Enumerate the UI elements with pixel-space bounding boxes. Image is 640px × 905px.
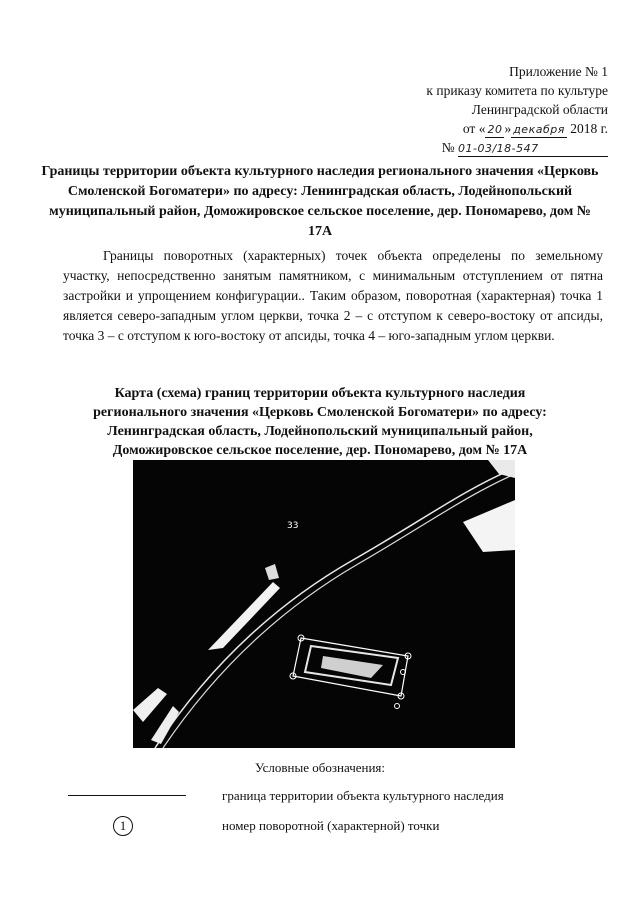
date-day: 20 bbox=[487, 123, 503, 136]
annex-block bbox=[426, 62, 608, 157]
map-patch bbox=[133, 688, 167, 722]
number-prefix: № bbox=[441, 140, 455, 155]
map-road-edge bbox=[163, 474, 515, 748]
order-number bbox=[426, 138, 608, 157]
map-patch bbox=[488, 460, 515, 478]
annex-label: Приложение № 1 bbox=[509, 64, 608, 79]
map-building-fill bbox=[321, 656, 383, 678]
legend-point-label: номер поворотной (характерной) точки bbox=[222, 818, 440, 833]
map-image bbox=[133, 460, 515, 748]
map-title: Карта (схема) границ территории объекта культурного наследия регионального значения «Церковь Смоленской Богоматери» по адресу: Ленинградская область, Лодейнопольский муниципальный район, Доможировское сельское поселение, дер. Пономарево, дом № 17А bbox=[93, 386, 547, 458]
region-line: Ленинградской области bbox=[471, 102, 608, 117]
document-title: Границы территории объекта культурного наследия регионального значения «Церковь Смоленской Богоматери» по адресу: Ленинградская область, Лодейнопольский муниципальный район, Доможировское сельское поселение, дер. Пономарево, дом № 17А bbox=[41, 164, 599, 239]
map-patch bbox=[151, 706, 179, 744]
legend-title: Условные обозначения: bbox=[254, 760, 386, 775]
boundary-map bbox=[133, 460, 515, 748]
number-value: 01-03/18-547 bbox=[458, 142, 608, 157]
map-patch bbox=[265, 564, 279, 580]
order-line: к приказу комитета по культуре bbox=[426, 83, 608, 98]
map-patch bbox=[208, 582, 280, 650]
map-road bbox=[155, 468, 515, 748]
date-mid: » bbox=[504, 121, 512, 136]
legend-boundary-line-symbol bbox=[68, 795, 186, 796]
map-label: 33 bbox=[287, 521, 299, 531]
date-month: декабря bbox=[513, 123, 565, 136]
date-prefix: от « bbox=[462, 121, 486, 136]
map-patch bbox=[463, 500, 515, 552]
legend-point-symbol: 1 bbox=[113, 816, 133, 836]
order-date bbox=[426, 119, 608, 138]
boundary-point bbox=[395, 704, 400, 709]
date-year: 2018 г. bbox=[570, 121, 608, 136]
legend-boundary-label: граница территории объекта культурного наследия bbox=[222, 788, 504, 803]
body-paragraph: Границы поворотных (характерных) точек объекта определены по земельному участку, непосредственно занятым памятником, с минимальным отступлением от пятна застройки и упрощением конфигурации.. Таким образом, поворотная (характерная) точка 1 является северо-западным углом церкви, точка 2 – с отступом к северо-востоку от апсиды, точка 3 – с отступом к юго-востоку от апсиды, точка 4 – юго-западным углом церкви. bbox=[63, 248, 603, 343]
